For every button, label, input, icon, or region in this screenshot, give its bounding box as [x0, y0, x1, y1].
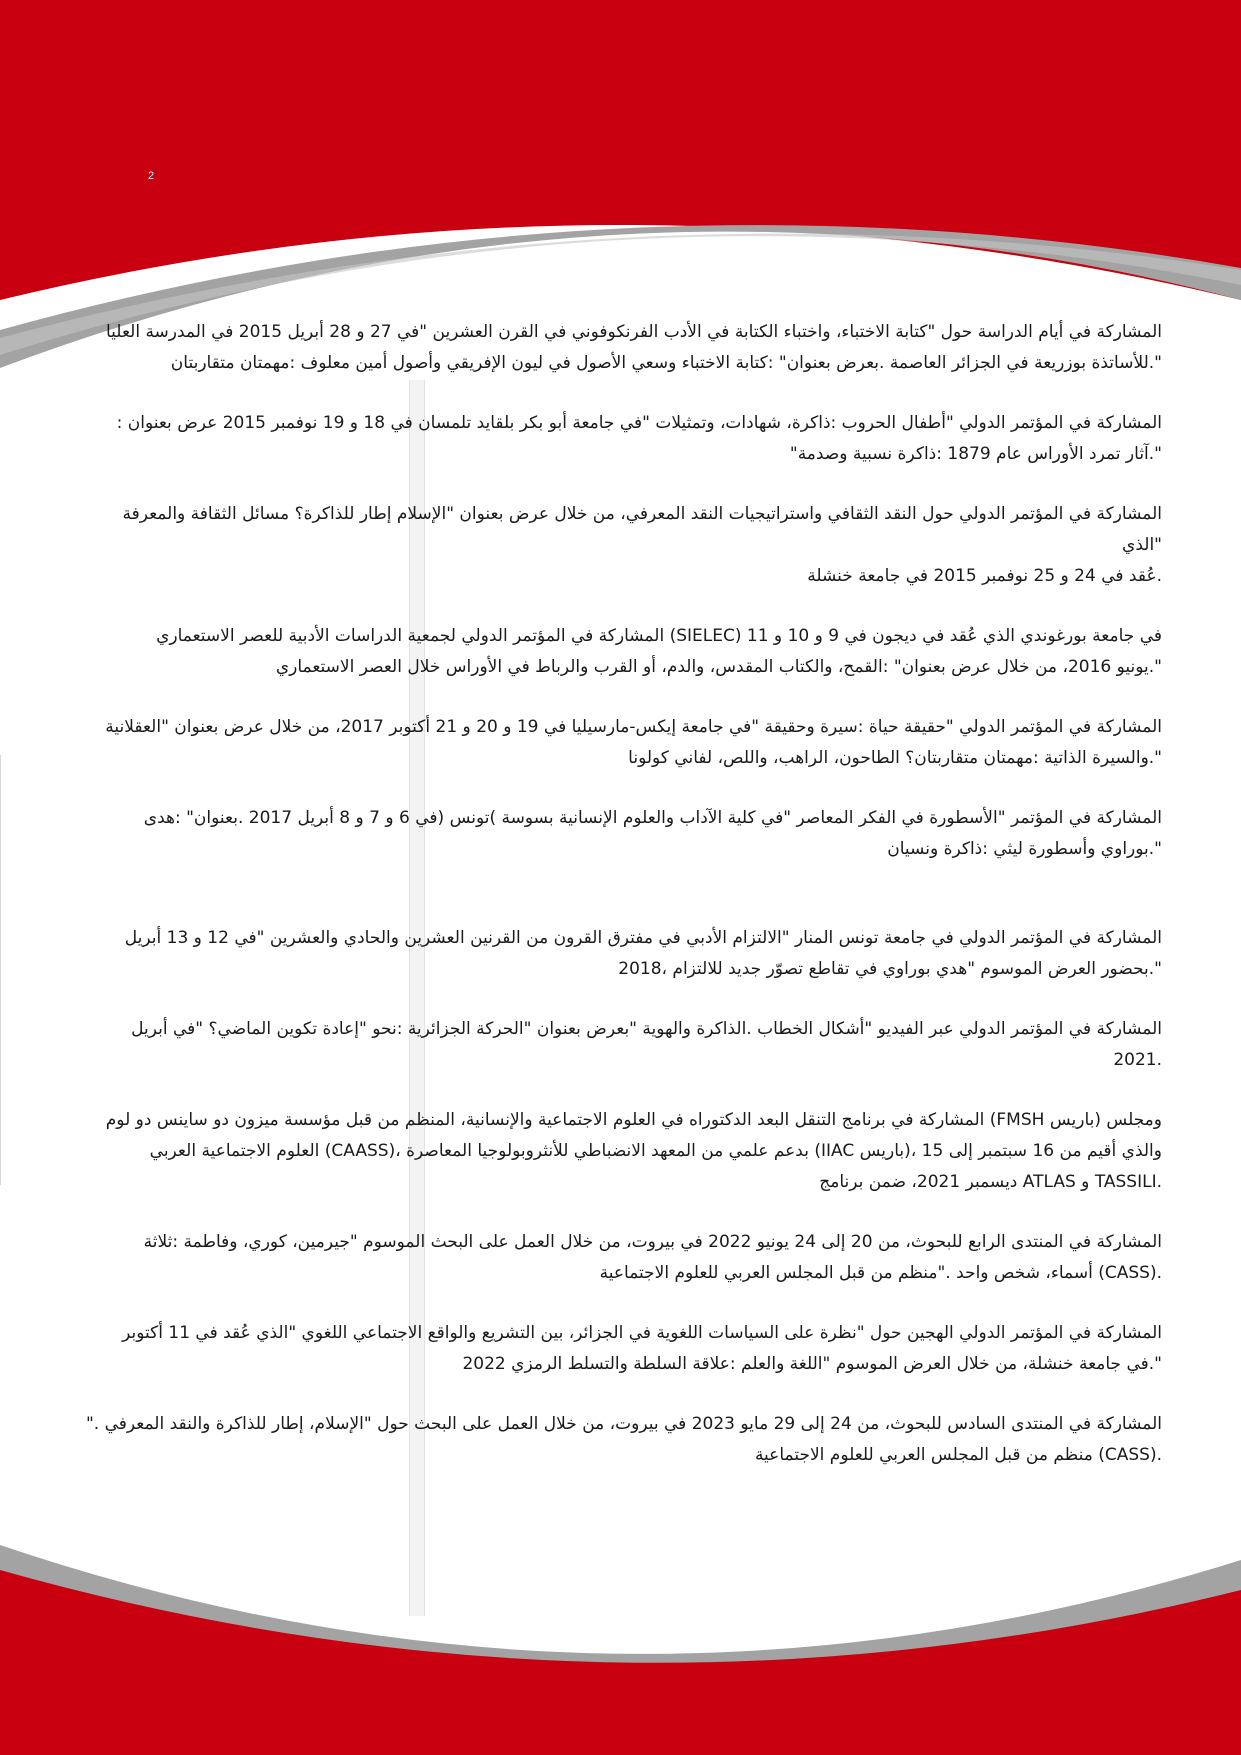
list-item	[78, 803, 1162, 865]
entry-line: ".للأساتذة بوزريعة في الجزائر العاصمة .بعرض بعنوان" :كتابة الاختباء وسعي الأصول في ليون الإفريقي وأصول أمين معلوف :مهمتان متقاربتان	[170, 353, 1162, 373]
entry-line: المشاركة في المؤتمر الدولي "حقيقة حياة :سيرة وحقيقة "في جامعة إيكس-مارسيليا في 19 و 20 و 21 أكتوبر 2017، من خلال عرض بعنوان "العقلانية	[105, 717, 1162, 737]
list-item	[78, 621, 1162, 683]
entry-line: المشاركة في المؤتمر الدولي "أطفال الحروب :ذاكرة، شهادات، وتمثيلات "في جامعة أبو بكر بلقايد تلمسان في 18 و 19 نوفمبر 2015 عرض بعنوان :	[116, 413, 1162, 433]
left-edge-rule	[0, 755, 1, 1185]
list-item	[78, 1409, 1162, 1471]
entry-line: .(CASS) أسماء، شخص واحد ."منظم من قبل المجلس العربي للعلوم الاجتماعية	[599, 1263, 1162, 1283]
entry-line: .2021	[1113, 1050, 1162, 1070]
participation-list	[78, 317, 1162, 1500]
entry-line: المشاركة في المؤتمر الدولي حول النقد الثقافي واستراتيجيات النقد المعرفي، من خلال عرض بعنوان "الإسلام إطار للذاكرة؟ مسائل الثقافة والمعرفة "الذي	[122, 504, 1162, 555]
list-item	[78, 408, 1162, 470]
page-number: 2	[148, 170, 155, 182]
list-item	[78, 1014, 1162, 1076]
entry-line: المشاركة في المنتدى الرابع للبحوث، من 20 إلى 24 يونيو 2022 في بيروت، من خلال العمل على البحث الموسوم "جيرمين، كوري، وفاطمة :ثلاثة	[143, 1232, 1162, 1252]
entry-line: ".في جامعة خنشلة، من خلال العرض الموسوم "اللغة والعلم :علاقة السلطة والتسلط الرمزي 2022	[462, 1354, 1162, 1374]
entry-line: ومجلس (باريس FMSH) المشاركة في برنامج التنقل البعد الدكتوراه في العلوم الاجتماعية والإنسانية، المنظم من قبل مؤسسة ميزون دو ساينس دو لوم	[105, 1110, 1162, 1130]
entry-line: المشاركة في أيام الدراسة حول "كتابة الاختباء، واختباء الكتابة في الأدب الفرنكوفوني في القرن العشرين "في 27 و 28 أبريل 2015 في المدرسة العليا	[106, 322, 1162, 342]
entry-line: ".آثار تمرد الأوراس عام 1879 :ذاكرة نسبية وصدمة"	[789, 444, 1162, 464]
entry-line: المشاركة في المؤتمر الدولي الهجين حول "نظرة على السياسات اللغوية في الجزائر، بين التشريع والواقع الاجتماعي اللغوي "الذي عُقد في 11 أكتوبر	[122, 1323, 1162, 1343]
entry-line: المشاركة في المؤتمر "الأسطورة في الفكر المعاصر "في كلية الآداب والعلوم الإنسانية بسوسة )تونس (في 6 و 7 و 8 أبريل 2017 .بعنوان" :هدى	[143, 808, 1162, 828]
entry-line: والذي أقيم من 16 سبتمبر إلى 15 ،(باريس IIAC) بدعم علمي من المعهد الانضباطي للأنثروبولوجيا المعاصرة ،(CAASS) العلوم الاجتماعية العربي	[149, 1141, 1162, 1161]
list-item	[78, 712, 1162, 774]
list-item	[78, 1227, 1162, 1289]
list-item	[78, 923, 1162, 985]
list-item	[78, 1318, 1162, 1380]
entry-line: في جامعة بورغوندي الذي عُقد في ديجون في 9 و 10 و 11 (SIELEC) المشاركة في المؤتمر الدولي لجمعية الدراسات الأدبية للعصر الاستعماري	[156, 626, 1162, 646]
entry-line: المشاركة في المنتدى السادس للبحوث، من 24 إلى 29 مايو 2023 في بيروت، من خلال العمل على البحث حول "الإسلام، إطار للذاكرة والنقد المعرفي ."	[85, 1414, 1162, 1434]
entry-line: المشاركة في المؤتمر الدولي في جامعة تونس المنار "الالتزام الأدبي في مفترق القرون من القرنين العشرين والحادي والعشرين "في 12 و 13 أبريل	[124, 928, 1162, 948]
entry-line: ".بحضور العرض الموسوم "هدي بوراوي في تقاطع تصوّر جديد للالتزام ،2018	[618, 959, 1162, 979]
entry-line: ".والسيرة الذاتية :مهمتان متقاربتان؟ الطاحون، الراهب، واللص، لفاني كولونا	[628, 748, 1162, 768]
entry-line: ".بوراوي وأسطورة ليثي :ذاكرة ونسيان	[887, 839, 1162, 859]
entry-line: .عُقد في 24 و 25 نوفمبر 2015 في جامعة خنشلة	[807, 566, 1162, 586]
entry-line: .(CASS) منظم من قبل المجلس العربي للعلوم الاجتماعية	[754, 1445, 1162, 1465]
list-item	[78, 1105, 1162, 1198]
list-item	[78, 317, 1162, 379]
entry-line: ".يونيو 2016، من خلال عرض بعنوان" :القمح، والكتاب المقدس، والدم، أو القرب والرباط في الأوراس خلال العصر الاستعماري	[275, 657, 1162, 677]
entry-line: المشاركة في المؤتمر الدولي عبر الفيديو "أشكال الخطاب .الذاكرة والهوية "بعرض بعنوان "الحركة الجزائرية :نحو "إعادة تكوين الماضي؟ "في أبريل	[131, 1019, 1162, 1039]
entry-line: .TASSILI و ATLAS ديسمبر 2021، ضمن برنامج	[819, 1172, 1162, 1192]
list-item	[78, 499, 1162, 592]
